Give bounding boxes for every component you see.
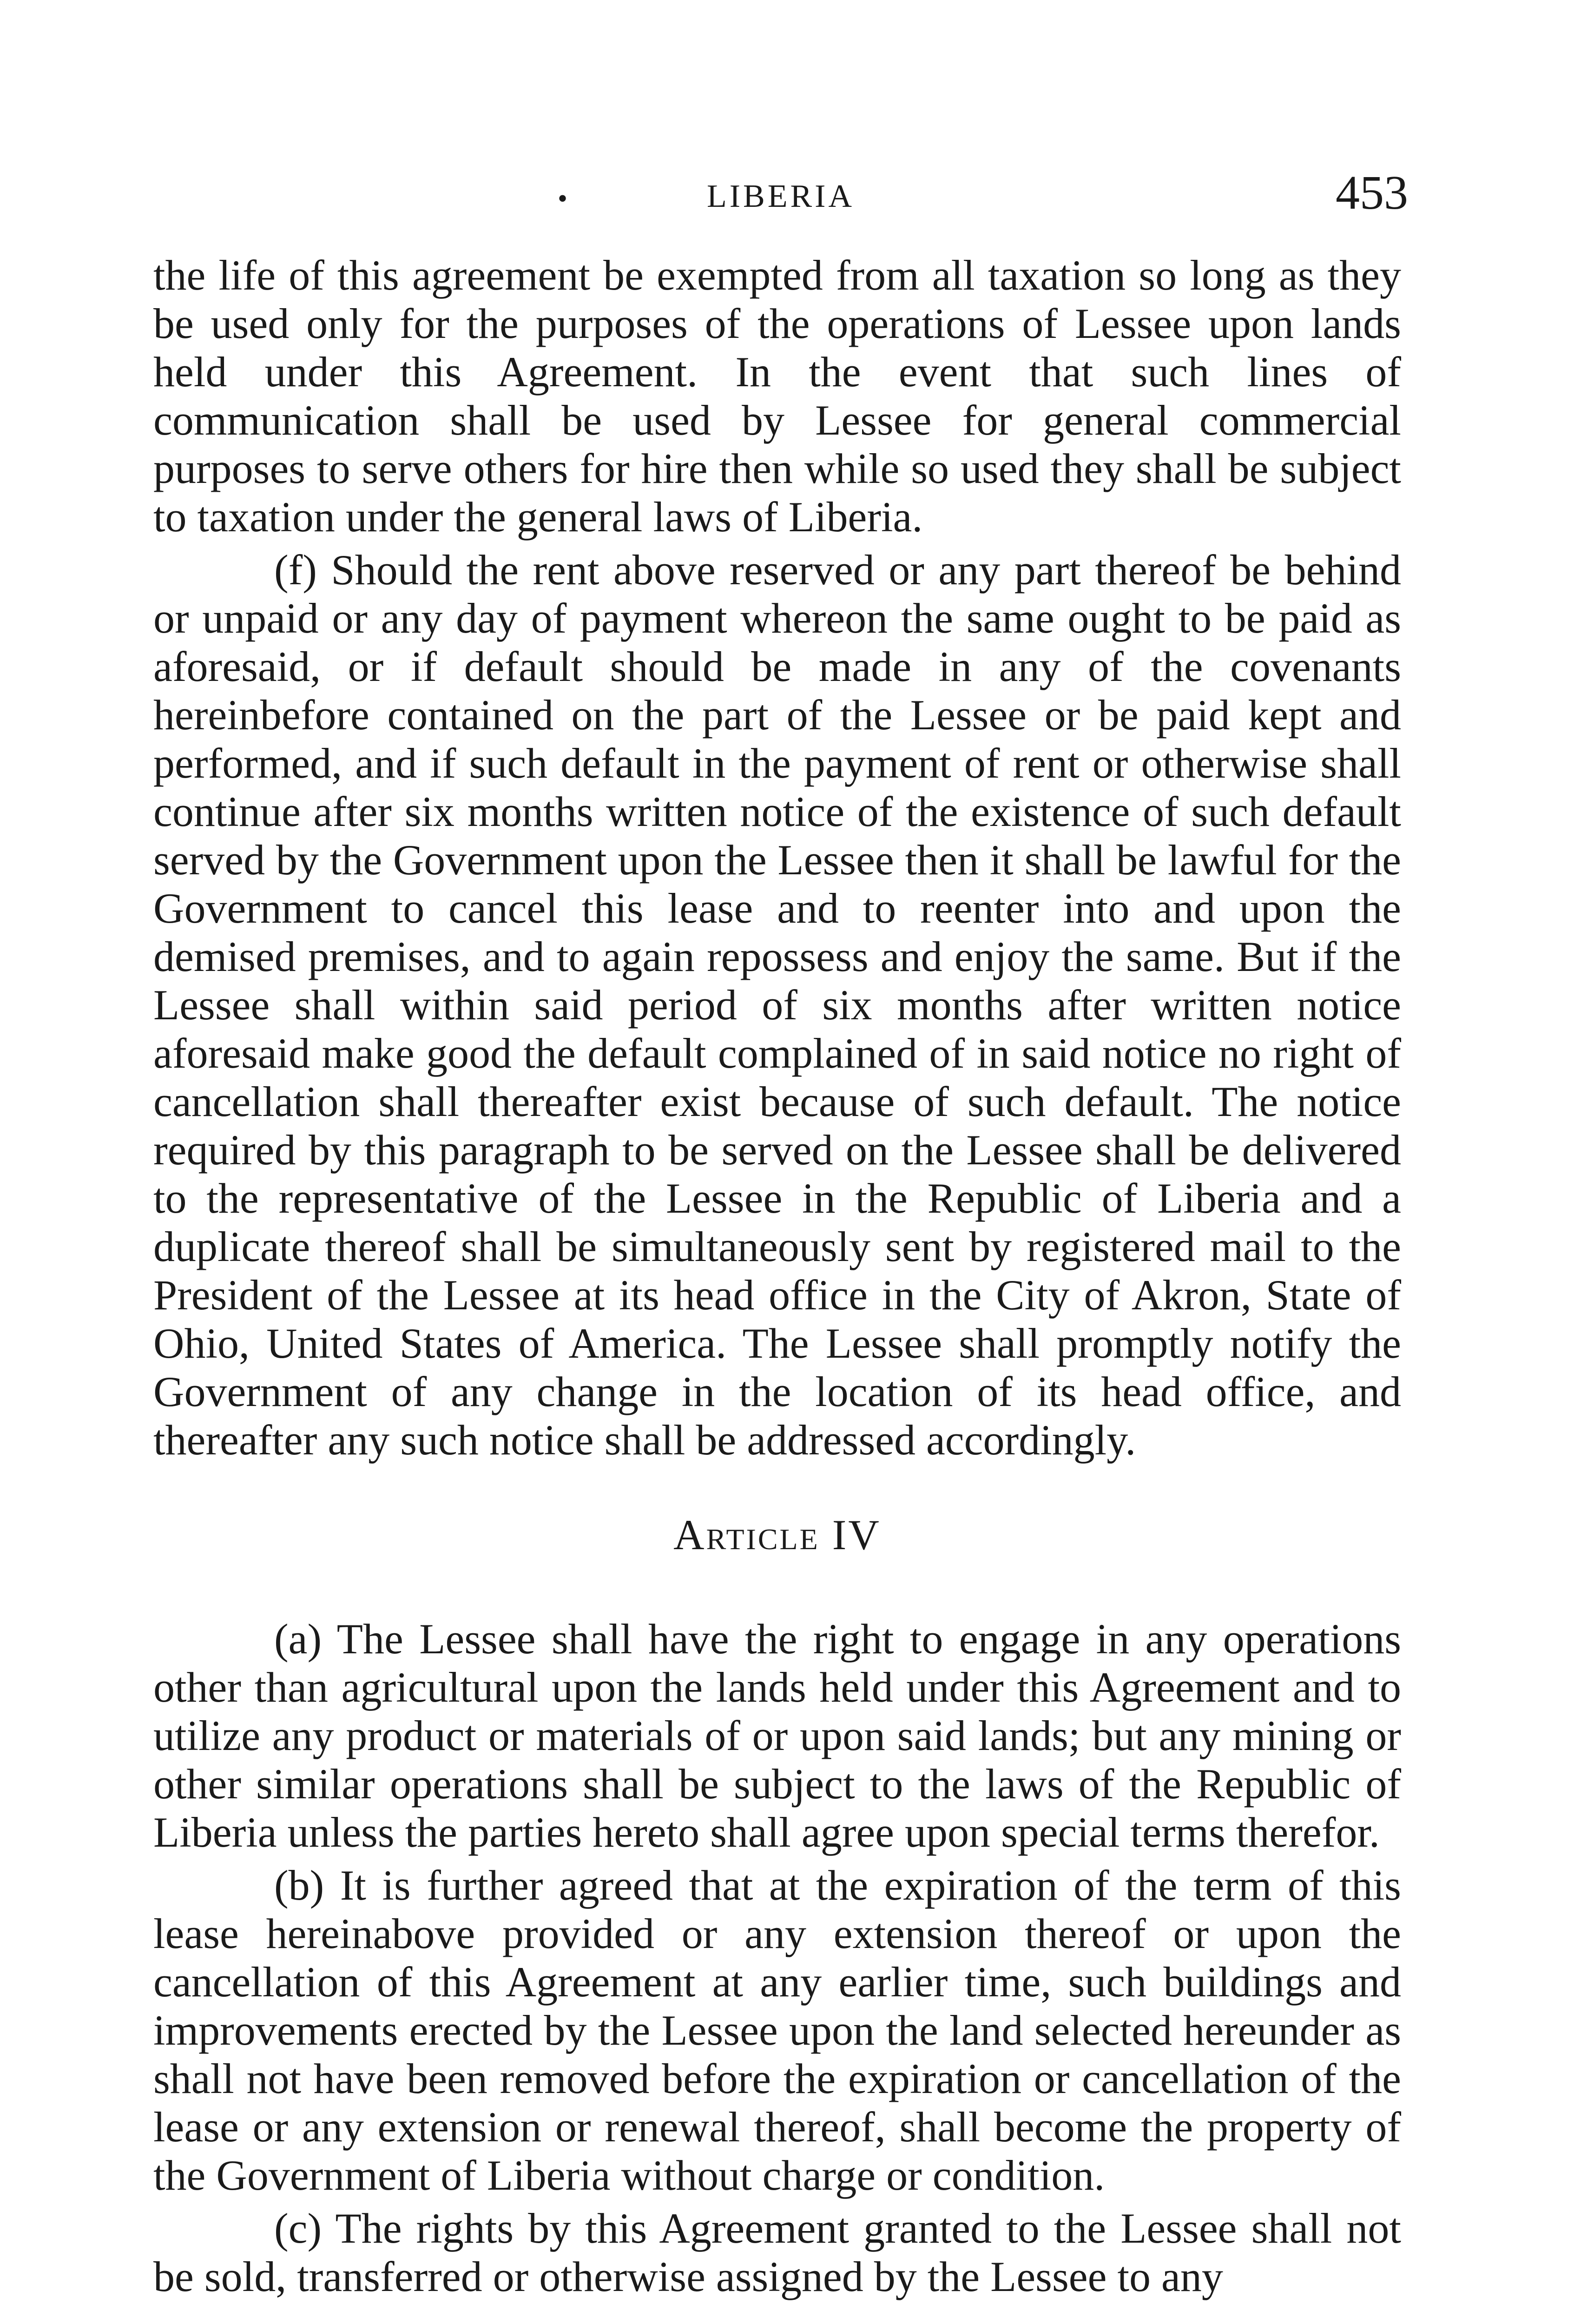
header-title: LIBERIA	[706, 178, 855, 214]
header-mark: •	[558, 183, 568, 214]
paragraph-clause-c: (c) The rights by this Agreement granted to the Lessee shall not be sold, transferred or otherwise assigned by the Lessee to any	[153, 2205, 1401, 2300]
article-heading-text: Article IV	[673, 1511, 881, 1558]
running-head	[153, 165, 1408, 221]
paragraph-clause-a: (a) The Lessee shall have the right to engage in any operations other than agricultural upon the lands held under this Agreement and to utilize any product or materials of or upon said lands; but any mining or other similar operations shall be subject to the laws of the Republic of Liberia unless the parties hereto shall agree upon special terms therefor.	[153, 1615, 1401, 1856]
body-text	[153, 251, 1401, 2301]
article-heading	[153, 1511, 1401, 1559]
paragraph-continuation: the life of this agreement be exempted from all taxation so long as they be used only for the purposes of the operations of Lessee upon lands held under this Agreement. In the event that such lines of communication shall be used by Lessee for general commercial purposes to serve others for hire then while so used they shall be subject to taxation under the general laws of Liberia.	[153, 251, 1401, 541]
page-number: 453	[1336, 166, 1408, 219]
paragraph-clause-f: (f) Should the rent above reserved or any part thereof be behind or unpaid or any day of payment whereon the same ought to be paid as aforesaid, or if default should be made in any of the covenants hereinbefore contained on the part of the Lessee or be paid kept and performed, and if such default in the payment of rent or otherwise shall continue after six months written notice of the existence of such default served by the Government upon the Lessee then it shall be lawful for the Government to cancel this lease and to reenter into and upon the demised premises, and to again repossess and enjoy the same. But if the Lessee shall within said period of six months after written notice aforesaid make good the default complained of in said notice no right of cancellation shall thereafter exist because of such default. The notice required by this paragraph to be served on the Lessee shall be delivered to the representative of the Lessee in the Republic of Liberia and a duplicate thereof shall be simultaneously sent by registered mail to the President of the Lessee at its head office in the City of Akron, State of Ohio, United States of America. The Lessee shall promptly notify the Government of any change in the location of its head office, and thereafter any such notice shall be addressed accordingly.	[153, 546, 1401, 1464]
paragraph-clause-b: (b) It is further agreed that at the expiration of the term of this lease hereinabove provided or any extension thereof or upon the cancellation of this Agreement at any earlier time, such buildings and improvements erected by the Lessee upon the land selected hereunder as shall not have been removed before the expiration or cancellation of the lease or any extension or renewal thereof, shall become the property of the Government of Liberia without charge or condition.	[153, 1862, 1401, 2199]
